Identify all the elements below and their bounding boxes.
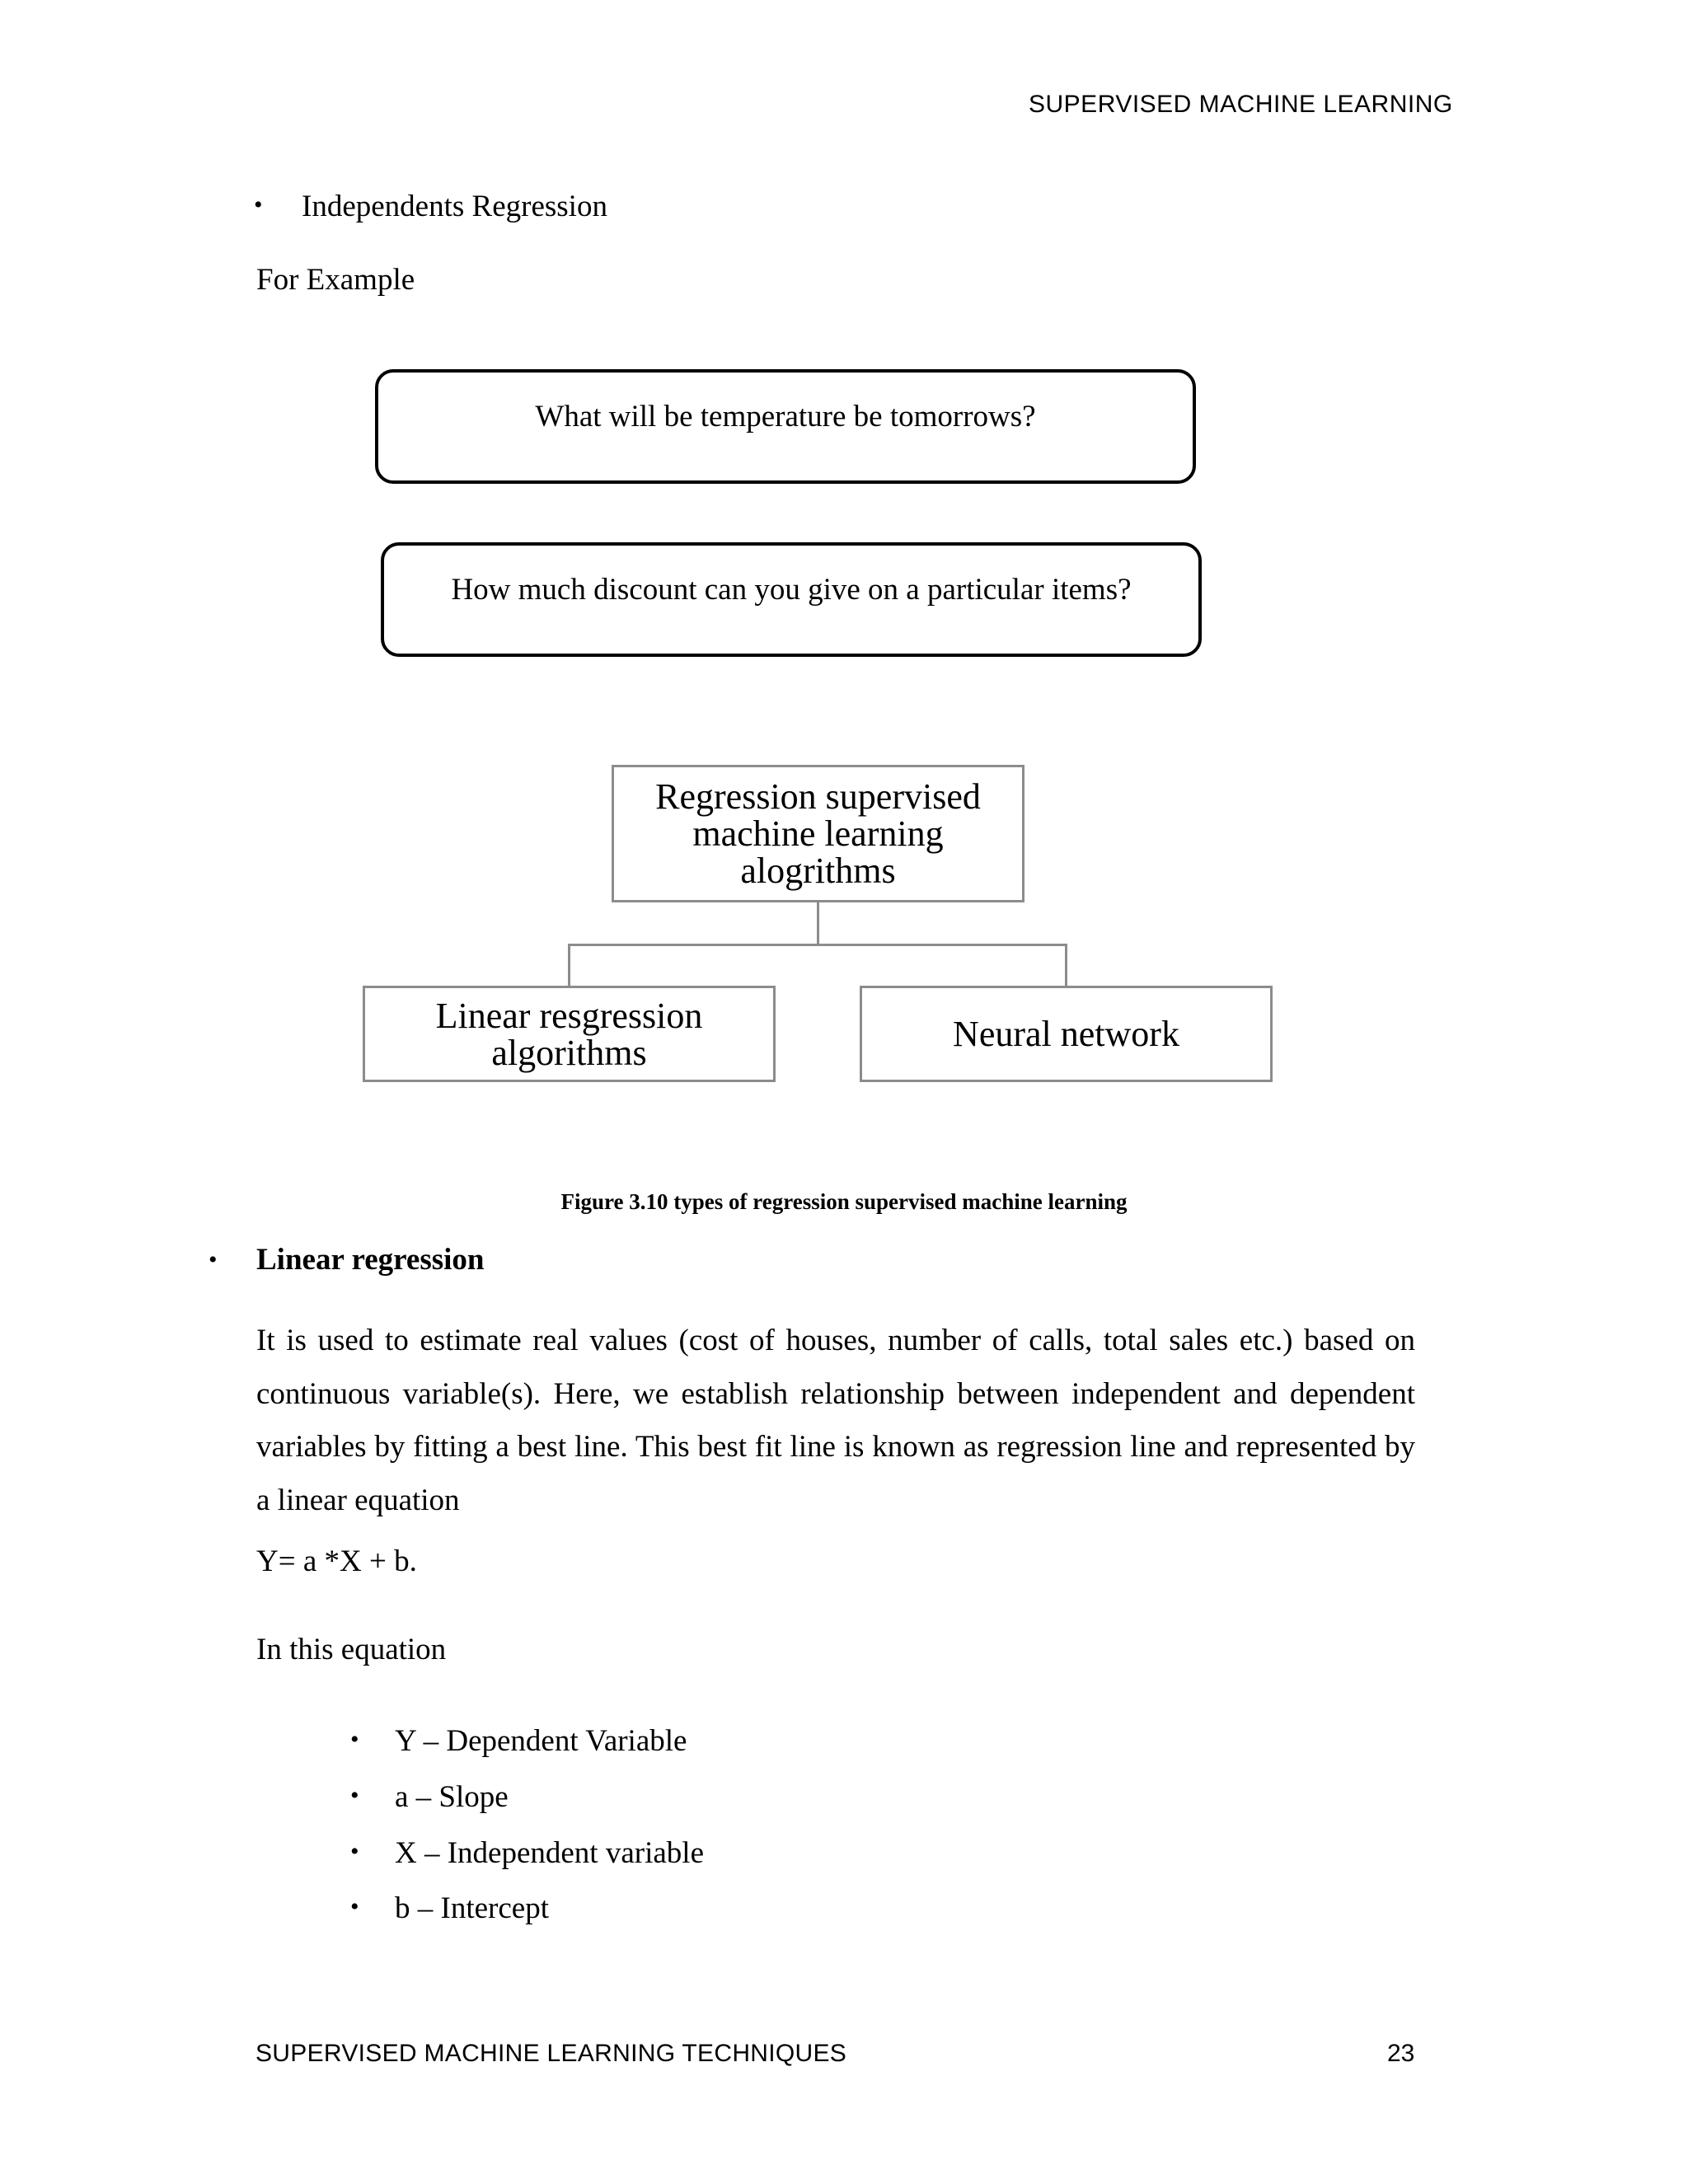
child-line: Neural network	[953, 1014, 1179, 1054]
bullet-item-independents-regression: Independents Regression	[302, 190, 607, 223]
bullet-icon: •	[350, 1893, 359, 1920]
diagram-root-node	[612, 765, 1025, 902]
example-box-temperature	[375, 369, 1196, 484]
term-item: b – Intercept	[395, 1891, 549, 1925]
linear-regression-paragraph: It is used to estimate real values (cost of houses, number of calls, total sales etc.) based on continuous variable(s). Here, we establish relationship between independent and dependent variables by fitting a best line. This best fit line is known as regression line and represented by a linear equation	[256, 1324, 1415, 1517]
connector-right-down	[1065, 944, 1067, 987]
footer-book-title: SUPERVISED MACHINE LEARNING TECHNIQUES	[256, 2040, 847, 2067]
root-line: machine learning	[692, 813, 944, 854]
term-item: Y – Dependent Variable	[395, 1724, 687, 1758]
bullet-icon: •	[350, 1726, 359, 1753]
child-line: Linear resgression	[435, 995, 703, 1036]
page-number: 23	[1387, 2040, 1415, 2067]
connector-left-down	[568, 944, 570, 987]
term-item: X – Independent variable	[395, 1836, 704, 1870]
bullet-icon: •	[254, 191, 263, 218]
example-box-discount	[381, 542, 1202, 657]
diagram-child-linear-regression	[363, 986, 776, 1082]
connector-root-down	[817, 902, 819, 945]
bullet-icon: •	[209, 1246, 218, 1273]
figure-caption: Figure 3.10 types of regression supervised machine learning	[560, 1189, 1128, 1214]
running-header: SUPERVISED MACHINE LEARNING	[1029, 91, 1453, 118]
root-line: alogrithms	[740, 851, 896, 891]
connector-horizontal	[568, 944, 1067, 946]
example-text: What will be temperature be tomorrows?	[535, 400, 1036, 434]
equation-intro: In this equation	[256, 1633, 447, 1666]
child-line: algorithms	[491, 1032, 647, 1073]
diagram-child-neural-network	[860, 986, 1273, 1082]
bullet-icon: •	[350, 1782, 359, 1809]
example-text: How much discount can you give on a particular items?	[451, 573, 1132, 607]
section-heading-linear-regression: Linear regression	[256, 1243, 485, 1277]
bullet-icon: •	[350, 1838, 359, 1865]
term-item: a – Slope	[395, 1780, 509, 1814]
for-example-label: For Example	[256, 263, 415, 297]
equation: Y= a *X + b.	[256, 1544, 417, 1578]
root-line: Regression supervised	[655, 776, 981, 817]
